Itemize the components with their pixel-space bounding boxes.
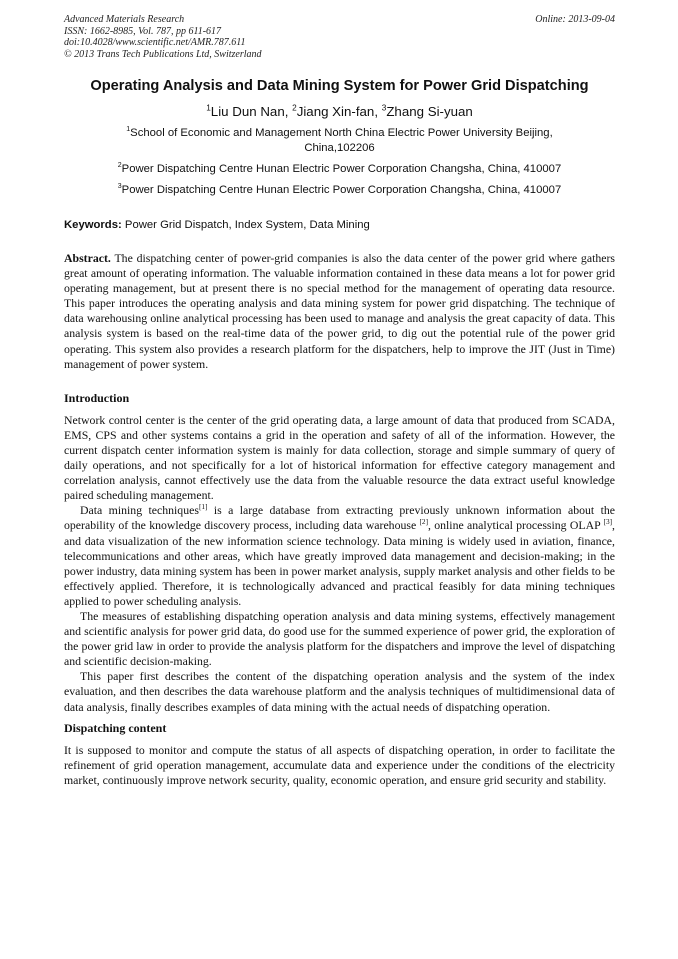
dispatching-heading: Dispatching content — [64, 720, 167, 735]
keywords-text: Power Grid Dispatch, Index System, Data Mining — [121, 219, 370, 231]
introduction-heading: Introduction — [64, 390, 130, 405]
citation-ref-3[interactable]: [3] — [603, 517, 613, 527]
author-list — [64, 103, 615, 121]
introduction-paragraph-3: The measures of establishing dispatching operation analysis and data mining systems, effectively management and scientific analysis for power grid data, do good use for the summed experience of power grid, the exploration of the power grid law in order to provide the analysis platform for the dispatchers and improve the level of dispatching and scientific decision-making. — [64, 608, 615, 669]
author-2-sup: 2 — [292, 103, 297, 113]
affiliation-2-sup: 2 — [117, 162, 122, 170]
intro-p2-text-3: , online analytical processing OLAP — [428, 518, 604, 533]
intro-p2-text-1: Data mining techniques — [80, 503, 199, 518]
author-1-sup: 1 — [206, 103, 211, 113]
author-1: Liu Dun Nan, — [210, 104, 293, 119]
citation-ref-1[interactable]: [1] — [198, 502, 208, 512]
abstract-text: The dispatching center of power-grid companies is also the data center of the power grid where gathers great amount of operating information. The valuable information contained in these data means a lot for power grid operating management, but at present there is no special method for the management of operating data resource. This paper introduces the operating analysis and data mining system for power grid dispatching. The technique of data warehousing online analytical processing has been used to manage and analysis the great capacity of data. This analysis system is based on the real-time data of the power grid, to dig out the potential rule of the power grid operating. This system also provides a research platform for the dispatchers, help to improve the JIT (Just in Time) management of power system. — [64, 251, 615, 371]
affiliation-3-text: Power Dispatching Centre Hunan Electric Power Corporation Changsha, China, 410007 — [121, 184, 562, 196]
introduction-paragraph-2 — [64, 503, 615, 609]
journal-name: Advanced Materials Research — [64, 14, 185, 25]
dispatching-body — [64, 743, 615, 788]
issn-line: ISSN: 1662-8985, Vol. 787, pp 611-617 — [64, 25, 222, 37]
citation-ref-2[interactable]: [2] — [419, 517, 428, 527]
online-date: Online: 2013-09-04 — [535, 14, 615, 25]
affiliation-3-sup: 3 — [117, 183, 122, 191]
dispatching-paragraph-1: It is supposed to monitor and compute the status of all aspects of dispatching operation, in order to facilitate the refinement of grid operation management, accumulate data and experience under the conditions of the electricity market, continuously improve network security, quality, economic operation, and ensure grid security and stability. — [64, 742, 615, 787]
introduction-body — [64, 413, 615, 715]
intro-p2-text-2: is a large database from extracting previously unknown information about the operability of the knowledge discovery process, including data warehouse — [64, 503, 615, 533]
introduction-paragraph-1: Network control center is the center of the grid operating data, a large amount of data that produced from SCADA, EMS, CPS and other systems contains a grid in the operation and safety of all of the information. However, the current dispatch center information system is mainly for data collection, storage and simple summary of query of daily operations, and not specifically for a lot of historical information for effective category management and correlation analysis, cannot effectively use the data from the valuable resource the data extract useful knowledge paired scheduling management. — [64, 412, 615, 503]
affiliation-1 — [64, 126, 615, 156]
journal-header — [64, 14, 615, 60]
introduction-paragraph-4: This paper first describes the content of the dispatching operation analysis and the system of the index evaluation, and then describes the data warehouse platform and the analysis techniques of multidimensional data of data analysis, finally describes examples of data mining with the actual needs of dispatching operation. — [64, 669, 615, 714]
keywords — [64, 218, 615, 233]
copyright-line: © 2013 Trans Tech Publications Ltd, Switzerland — [64, 48, 262, 60]
affiliation-1-line-2: China,102206 — [304, 142, 375, 154]
doi-line[interactable]: doi:10.4028/www.scientific.net/AMR.787.611 — [64, 37, 246, 48]
abstract-label: Abstract. — [64, 251, 111, 265]
author-3: Zhang Si-yuan — [386, 104, 473, 119]
author-2: Jiang Xin-fan, — [296, 104, 382, 119]
paper-title: Operating Analysis and Data Mining System for Power Grid Dispatching — [90, 78, 589, 94]
affiliation-1-sup: 1 — [126, 126, 131, 134]
author-3-sup: 3 — [381, 103, 387, 113]
keywords-label: Keywords: — [64, 219, 122, 231]
affiliation-3 — [64, 183, 615, 198]
affiliation-1-line-1: School of Economic and Management North China Electric Power University Beijing, — [130, 127, 553, 139]
affiliation-2 — [64, 162, 615, 177]
abstract — [64, 251, 615, 372]
affiliation-2-text: Power Dispatching Centre Hunan Electric Power Corporation Changsha, China, 410007 — [121, 163, 562, 175]
intro-p2-text-4: , and data visualization of the new information science technology. Data mining is widely used in aviation, finance, telecommunications and other areas, which have greatly improved data management and decision-making; in the power industry, data mining system has been in power market analysis, supply market analysis and other fields to be effectively applied. Therefore, it is technologically advanced and practical feasibly for data mining techniques applied to power scheduling analysis. — [64, 518, 615, 608]
